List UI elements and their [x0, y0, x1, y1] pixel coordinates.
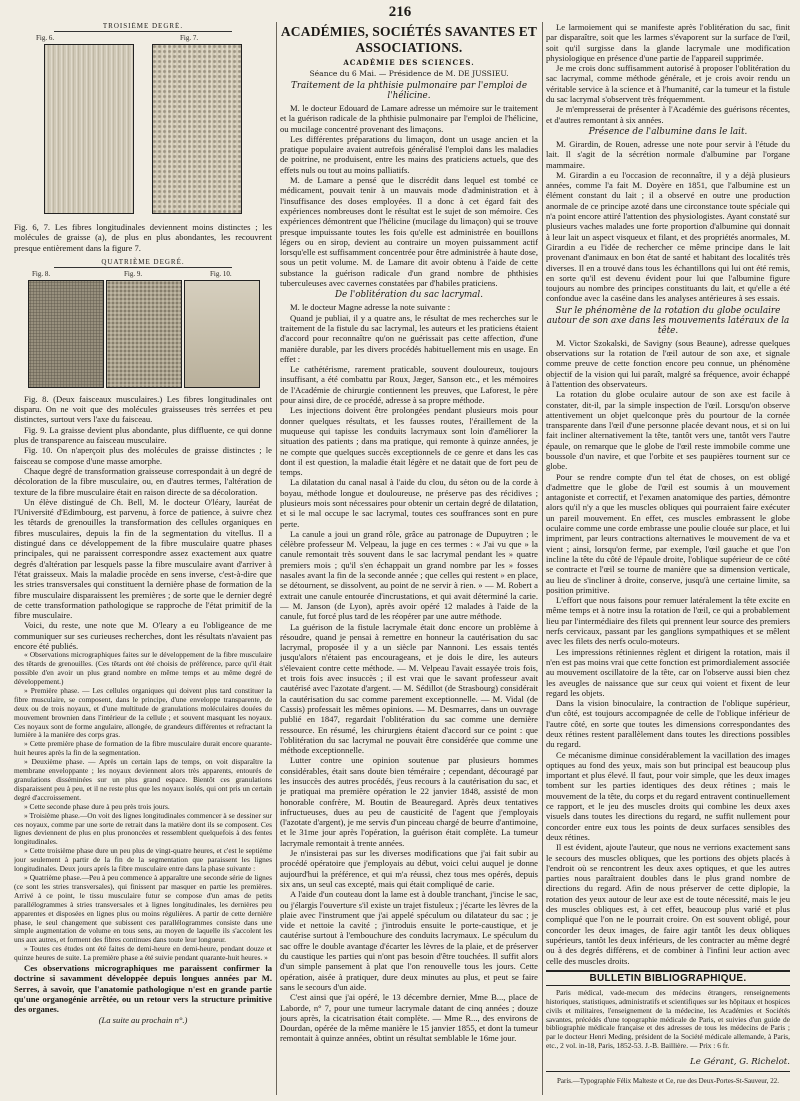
- caption-fig6-7: Fig. 6, 7. Les fibres longitudinales deviennent moins distinctes ; les molécules de graisse (a), de plus en plus abondantes, les recouvrent presque entièrement dans la figure 7.: [14, 222, 272, 253]
- paragraph: Les impressions rétiniennes règlent et dirigent la rotation, mais il n'en est pas moins vrai que cette fonction est primordialement associée au mouvement oscillatoire de la tête, car on l'observe aussi bien chez les aveugles de naissance que sur ceux qui voient et fixent de leur regard les objets.: [546, 646, 790, 698]
- divider: [546, 970, 790, 972]
- figure-block-degree3: [14, 22, 272, 218]
- session-line: Séance du 6 Mai. — Présidence de M. DE JUSSIEU.: [309, 69, 509, 78]
- printer-line: Paris.—Typographie Félix Malteste et Ce, rue des Deux-Portes-St-Sauveur, 22.: [556, 1077, 780, 1086]
- divider: [546, 1071, 790, 1072]
- paragraph: Les différentes préparations du limaçon, dont un usage ancien et la pratique populaire avaient autrefois généralisé l'emploi dans les maladies de poitrine, ne produisent, entre les mains des praticiens actuels, que des effets nuls ou tout au moins palliatifs.: [280, 133, 538, 175]
- micrograph-fig8: [28, 280, 104, 388]
- column-1: [14, 22, 272, 1095]
- paragraph: L'effort que nous faisons pour remuer latéralement la tête excite en même temps et à notre insu la rotation de l'œil, ce qui a probablement lieu par l'intermédiaire des filets qui prennent leur source des premiers nerfs cervicaux, passant par les ganglions sympathiques et se mêlent avec les filets des nerfs oculo-moteurs.: [546, 595, 790, 647]
- continued-note: (La suite au prochain n°.): [98, 1014, 188, 1025]
- quote-paragraph: » Cette troisième phase dure un peu plus de vingt-quatre heures, et c'est le septième jour seulement à partir de la fin de la segmentation que paraissent les lignes longitudinales. Deux jours après la fibre musculaire entre dans la phase suivante :: [14, 846, 272, 874]
- quote-paragraph: » Cette première phase de formation de la fibre musculaire durait encore quarante-huit heures après la fin de la segmentation.: [14, 739, 272, 758]
- article-title: Traitement de la phthisie pulmonaire par l'emploi de l'hélicine.: [290, 81, 528, 101]
- paragraph: C'est ainsi que j'ai opéré, le 13 décembre dernier, Mme B..., place de Laborde, n° 7, pour une tumeur lacrymale datant de cinq années ; douze jours après, la cicatrisation était complète. — Mme R..., des environs de Dourdan, opérée de la même manière le 15 janvier 1855, et dont la tumeur remontait à quinze années, obtint un résultat semblable le 16me jour.: [280, 992, 538, 1044]
- paragraph: Un élève distingué de Ch. Bell, M. le docteur O'léary, lauréat de l'Université d'Edimbourg, est parvenu, à force de patience, à suivre chez les têtards de grenouilles la transformation des cellules organiques en fibres musculaires, depuis la fin de la segmentation du vitellus. Il a distingué dans ce développement de la fibre musculaire quatre phases principales, qui ne paraissent correspondre assez exactement aux quatre degrés d'altération par lesquels passe la fibre musculaire avant d'arriver à l'état graisseux. Mais la maladie procède en sens inverse, c'est-à-dire que les stries transversales qui constituent la dernière phase de formation de la fibre musculaire disparaissent les premières ; de sorte que le dernier degré de cette transformation pathologique se rapproche de l'état primitif de la fibre musculaire.: [14, 496, 272, 621]
- quote-paragraph: » Cette seconde phase dure à peu près trois jours.: [24, 801, 170, 811]
- paragraph: Quand je publiai, il y a quatre ans, le résultat de mes recherches sur le traitement de la fistule du sac lacrymal, les auteurs et les praticiens étaient d'accord pour reconnaître qu'on ne guérissait pas cette affection, d'une manière durable, par les divers procédés habituellement mis en usage. En effet :: [280, 312, 538, 364]
- degree-title: TROISIÈME DEGRÉ.: [102, 22, 184, 30]
- figure-label: Fig. 9.: [124, 269, 143, 278]
- paragraph: M. Girardin a eu l'occasion de reconnaître, il y a déjà plusieurs années, comme l'a fait M. Doyère en 1851, que l'albumine est un élément constant du lait ; il a observé en outre une production anormale de ce principe azoté dans une circonstance toute spéciale qui n'a point encore attiré l'attention des physiologistes. Ayant constaté sur plusieurs vaches malades une forte proportion d'albumine qui donnait à leur lait un aspect visqueux et filant, et des propriétés anormales, M. Girardin a eu l'idée de rechercher ce même principe dans le lait provenant d'animaux en bon état de santé et habitant des localités très diverses. Il en a trouvé dans tous les échantillons qui lui ont été remis, en sorte qu'il est devenu évident pour lui que l'albumine figure toujours au nombre des principes constituants du lait, et qu'elle a été confondue avec la caséine dans les analyses antérieures à ses essais.: [546, 169, 790, 304]
- column-rule: [276, 22, 277, 1095]
- paragraph: La guérison de la fistule lacrymale était donc encore un problème à résoudre, quand je pensai à remettre en honneur la cautérisation du sac lacrymal, proposée il y a un siècle par Nannoni. Les essais tentés jusqu'alors n'étaient pas encourageans, et je dois le dire, les auteurs s'élevaient contre cette méthode. — M. Velpeau l'avait essayée trois fois, et trois fois avec insuccès ; il est vrai que le savant professeur avait cautérisé avec l'azotate d'argent. — M. Sédillot (de Strasbourg) considérait la cautérisation du sac comme parement exceptionnelle. — M. Vidal (de Cassis) professait les mêmes opinions. — M. Desmarres, dans un ouvrage publié en 1847, regardait l'oblitération du sac comme une dernière ressource. En résumé, les chirurgiens étaient d'accord sur ce point : que l'oblitération du sac lacrymal ne pouvait être considérée que comme une méthode exceptionnelle.: [280, 621, 538, 756]
- signature: Le Gérant, G. Richelot.: [690, 1057, 790, 1068]
- figure-label: Fig. 6.: [36, 34, 55, 42]
- quote-paragraph: » Deuxième phase. — Après un certain laps de temps, on voit disparaître la membrane enveloppante ; les noyaux deviennent alors très apparents, entourés de granulations disséminées sur un plus grand espace. Bientôt ces granulations disparaissent peu à peu, et il ne reste plus que les noyaux isolés, qui ont pris un certain degré d'accroissement.: [14, 757, 272, 802]
- paragraph: Les injections doivent être prolongées pendant plusieurs mois pour donner quelques résultats, et les fausses routes, l'éraillement de la muqueuse qui tapisse les conduits lacrymaux sont loin d'améliorer la situation des patients ; dans ma pratique, qui remonte à quinze années, je ne compte que quelques succès exceptionnels de ce genre et dans les cas dont il est question, la maladie était légère et ne datait que de fort peu de temps.: [280, 405, 538, 478]
- column-3: [546, 22, 790, 1095]
- paragraph: Ce mécanisme diminue considérablement la vacillation des images optiques au fond des yeux, mais son but principal est beaucoup plus important et plus élevé. Il faut, pour voir simple, que les deux images tombent sur les parties identiques des deux rétines ; mais le mouvement de la tête, du corps et du regard entravent continuellement ce rapport, et le jeu des muscles droits qui combine les deux axes visuels dans toutes les directions du regard, ne suffit nullement pour concorder entre eux tous les points de deux surfaces sensibles des deux rétines.: [546, 749, 790, 842]
- paragraph: Ces observations micrographiques me paraissent confirmer la doctrine si savamment développée depuis longues années par M. Serres, à savoir, que l'anatomie pathologique n'est en grande partie qu'une organogénie arrêtée, ou un retour vers la structure primitive des organes.: [14, 963, 272, 1015]
- figure-label: Fig. 8.: [32, 269, 51, 278]
- micrograph-fig7: [152, 44, 242, 214]
- bulletin-title: BULLETIN BIBLIOGRAPHIQUE.: [589, 972, 747, 984]
- academy-title: ACADÉMIE DES SCIENCES.: [343, 58, 475, 67]
- micrograph-fig10: [184, 280, 260, 388]
- quote-paragraph: » Troisième phase.—On voit des lignes longitudinales commencer à se dessiner sur ces noyaux, comme par une sorte de retrait dans la matière dont ils se composent. Ces lignes deviennent de plus en plus prononcées et ressemblent quelquefois à des fentes longitudinales.: [14, 810, 272, 847]
- paragraph: Chaque degré de transformation graisseuse correspondait à un degré de décoloration de la fibre musculaire, ou, en d'autres termes, l'altération de texture de la fibre musculaire était en raison directe de sa décoloration.: [14, 465, 272, 497]
- degree-title: QUATRIÈME DEGRÉ.: [101, 257, 185, 266]
- paragraph: Je n'insisterai pas sur les diverses modifications que j'ai fait subir au procédé opératoire que j'employais au début, voici celui auquel je donne aujourd'hui la préférence, et qui m'a réussi, chez tous mes opérés, depuis six ans, un seul cas excepté, mais qui était compliqué de carie.: [280, 848, 538, 889]
- divider: [546, 985, 790, 986]
- figure-block-degree4: [14, 258, 272, 390]
- column-2: [280, 22, 538, 1095]
- article-title: Sur le phénomène de la rotation du globe oculaire autour de son axe dans les mouvements latéraux de la tête.: [546, 305, 790, 336]
- quote-paragraph: » Première phase. — Les cellules organiques qui doivent plus tard constituer la fibre musculaire, se composent, dans le principe, d'une enveloppe transparente, de deux ou de trois noyaux, et d'une multitude de granulations moléculaires douées du mouvement brownien dans l'intérieur de la cellule ; et souvent masquant les noyaux. Ces noyaux sont de forme angulaire, allongée, de grandeurs différentes et refractant la lumière à la manière des corps gras.: [14, 685, 272, 740]
- paragraph: M. Victor Szokalski, de Savigny (sous Beaune), adresse quelques observations sur la rotation de l'œil autour de son axe, et signale comme preuve de cette fonction encore peu connue, un phénomène objectif de la vision qui lui paraît, malgré sa fréquence, avoir échappé à l'attention des observateurs.: [546, 337, 790, 389]
- paragraph: La dilatation du canal nasal à l'aide du clou, du séton ou de la corde à boyau, méthode longue et douloureuse, ne préserve pas des récidives ; plusieurs mois sont nécessaires pour obtenir un certain degré de dilatation, et si le mal occupe le sac lacrymal, toutes ces souffrances sont en pure perte.: [280, 477, 538, 529]
- micrograph-fig9: [106, 280, 182, 388]
- paragraph: La canule a joui un grand rôle, grâce au patronage de Dupuytren ; le célèbre professeur M. Velpeau, la juge en ces termes : « J'ai vu que » la canule remontait très souvent dans le sac lacrymal pendant les » quatre premiers mois ; qu'il s'en échappait un grand nombre par les » fosses nasales avant la fin de la seconde année ; que celles qui restent » en place, se détournent, se dissolvent, au point de ne servir à rien. » — M. Robert a extrait une canule entourée d'incrustations, et qui avait déterminé la carie. — M. Janson (de Lyon), après avoir opéré 12 malades à l'aide de la canule, fut forcé plus tard de les réopérer par une autre méthode.: [280, 528, 538, 622]
- paragraph: Le larmoiement qui se manifeste après l'oblitération du sac, finit par disparaître, soit que les larmes s'évaporent sur la surface de l'œil, soit qu'il surgisse dans la glande lacrymale une modification physiologique en présence d'une partie de l'appareil supprimée.: [546, 22, 790, 63]
- paragraph: Voici, du reste, une note que M. O'leary a eu l'obligeance de me communiquer sur ses curieuses recherches, dont les résultats n'avaient pas encore été publiés.: [14, 620, 272, 652]
- paragraph: M. le docteur Magne adresse la note suivante :: [290, 302, 451, 313]
- paragraph: Je m'empresserai de présenter à l'Académie des guérisons récentes, et d'autres remontant à six années.: [546, 104, 790, 125]
- paragraph: Je me crois donc suffisamment autorisé à proposer l'oblitération du sac lacrymal, comme méthode générale, et je crois avoir rendu un véritable service à la science et à l'humanité, car la tumeur et la fistule du sac lacrymal s'observent très fréquemment.: [546, 63, 790, 105]
- paragraph: M. le docteur Edouard de Lamare adresse un mémoire sur le traitement et la guérison radicale de la phthisie pulmonaire par l'emploi de l'hélicine, ou mucilage concentré provenant des limaçons.: [280, 103, 538, 134]
- figure-label: Fig. 7.: [180, 34, 199, 42]
- quote-paragraph: » Toutes ces études ont été faites de demi-heure en demi-heure, pendant douze et quinze heures de suite. La première phase a été suivie pendant quarante-huit heures. »: [14, 944, 272, 963]
- quote-paragraph: « Observations micrographiques faites sur le développement de la fibre musculaire des têtards de grenouilles. (Ces têtards ont été choisis de préférence, parce qu'il était possible d'en avoir un plus grand nombre en même temps et au même degré de développement.): [14, 650, 272, 687]
- paragraph: La rotation du globe oculaire autour de son axe est facile à constater, dit-il, par la simple inspection de l'œil. Lorsqu'on observe attentivement un objet quelconque près du pourtour de la cornée transparente dans l'œil d'une personne placée devant nous, et si on lui fait incliner alternativement la tête, tantôt vers une, tantôt vers l'autre épaule, on remarque que le globe de l'œil reste immobile comme une boussole d'un navire, et que l'orbite et ses paupières tournent sur ce globe.: [546, 389, 790, 472]
- bulletin-entry: Paris médical, vade-mecum des médecins étrangers, renseignements historiques, statistiques, administratifs et scientifiques sur les hôpitaux et hospices civils et militaires, l'enseignement de la médecine, les Académies et Sociétés savantes, précédés d'une topographie médicale de Paris, et suivies d'un guide de bibliographie médicale française et des adresses de tous les médecins de Paris ; par le docteur Henri Meding, président de la Société médicale allemande, à Paris, etc., 2 vol. in-18, Paris, 1852-53. J.-B. Baillière. — Prix : 6 fr.: [546, 987, 790, 1051]
- paragraph: Le cathétérisme, rarement praticable, souvent douloureux, toujours insuffisant, a été combattu par Roux, Jæger, Sanson etc., et les mémoires de l'Académie de chirurgie contiennent les preuves, que Laforest, le père pour ainsi dire, de ce procédé, adresse à sa propre méthode.: [280, 364, 538, 406]
- paragraph: M. de Lamare a pensé que le discrédit dans lequel est tombé ce médicament, pouvait tenir à un mauvais mode d'administration et à l'insuffisance des doses employées. Il a donc à cet égard fait des expériences nombreuses dont le résultat est le sujet de son mémoire. Ces expériences démontrent que l'hélicine (mucilage du limaçon) qui se trouve presque impuissante toutes les fois qu'elle est administrée en bouillons légers ou en sirop, devient au contraire un moyen puissamment actif lorsqu'elle est suffisamment concentrée pour être administrée à haute dose, sous un petit volume. M. de Lamare dit avoir obtenu à l'aide de cette substance la guérison radicale d'un grand nombre de phthisies tuberculeuses avec cavernes constatées par d'habiles praticiens.: [280, 175, 538, 289]
- paragraph: M. Girardin, de Rouen, adresse une note pour servir à l'étude du lait. Il s'agit de la sécrétion normale d'albumine par l'organe mammaire.: [546, 138, 790, 170]
- article-title: Présence de l'albumine dans le lait.: [588, 126, 748, 137]
- column-rule: [542, 22, 543, 1095]
- paragraph: Lutter contre une opinion soutenue par plusieurs hommes considérables, était sans doute bien téméraire ; cependant, découragé par les insuccès des autres procédés, j'eus recours à la cautérisation du sac, et je pratiquai ma première opération le 22 janvier 1848, assisté de mon honorable confrère, M. Boutin de Beauregard. Après deux tentatives infructueuses, dues au peu de causticité de l'agent que j'employais (l'azotate d'argent), je me servis d'un pinceau chargé de beurre d'antimoine, et le 31me jour après l'opération, la guérison était complète. La tumeur lacrymale remontait à trente années.: [280, 755, 538, 848]
- paragraph: Pour se rendre compte d'un tel état de choses, on est obligé d'admettre que le globe de l'œil est soumis à un mouvement antagoniste et correctif, et l'examen anatomique des parties, démontre alors qu'il n'y a que les muscles obliques qui pourraient faire exécuter un pareil mouvement. En effet, ces muscles embrassent le globe oculaire comme une corde embrasse une poulie clouée sur place, et lui impriment, par leurs contractions alternatives le mouvement de va et vient ; ainsi, lorsqu'on ferme, par exemple, l'œil gauche et que l'on incline la tête du côté de l'épaule droite, l'oblique supérieur de ce côté se contracte et l'œil se tourne de manière que sa dimension verticale, au lieu de s'incliner à droite, conserve, jusqu'à une certaine limite, sa position primitive.: [546, 471, 790, 595]
- paragraph: Dans la vision binoculaire, la contraction de l'oblique supérieur, d'un côté, est toujours accompagnée de celle de l'oblique inférieur de l'autre côté, en sorte que toutes les dimensions correspondantes des deux rétines restent parallèlement dans toutes les directions possibles du regard.: [546, 698, 790, 750]
- paragraph: Fig. 8. (Deux faisceaux musculaires.) Les fibres longitudinales ont disparu. On ne voit que des molécules graisseuses très serrées et peu distinctes, surtout vers l'axe du faisceau.: [14, 393, 272, 425]
- divider: [54, 31, 232, 32]
- figure-label: Fig. 10.: [210, 269, 232, 278]
- divider: [54, 267, 232, 268]
- paragraph: Fig. 10. On n'aperçoit plus des molécules de graisse distinctes ; le faisceau se compose d'une masse amorphe.: [14, 445, 272, 466]
- paragraph: Fig. 9. La graisse devient plus abondante, plus diffluente, ce qui donne plus de transparence au faisceau musculaire.: [14, 424, 272, 446]
- micrograph-fig6: [44, 44, 134, 214]
- quote-paragraph: » Quatrième phase.—Peu à peu commence à apparaître une seconde série de lignes (ce sont les stries transversales), qui finissent par masquer en partie les premières. Arrivé à ce point, le tissu musculaire futur se compose d'un amas de petits parallélogrammes à stries transversales et à lignes longitudinales, les dernières peu apparentes et disposées en lignes plus ou moins régulières. A partir de cette dernière phase, le seul changement que subissent ces parallélogrammes consiste dans une simple augmentation de volume en tous sens, au moyen de laquelle ils s'accolent les uns aux autres, et forment des fibres continues dans toute leur longueur.: [14, 872, 272, 945]
- article-title: De l'oblitération du sac lacrymal.: [334, 290, 484, 301]
- paragraph: Il est évident, ajoute l'auteur, que nous ne verrions exactement sans le secours des muscles obliques, que les portions des objets placés à l'endroit où se rencontrent les deux axes optiques, et que les autres parties nous paraîtraient doubles dans le plus grand nombre de directions du regard. Afin de nous préserver de cette diplopie, la rotation des yeux autour de leur axe est de toute nécessité, mais le jeu des muscles obliques est, à cet effet, beaucoup plus varié et plus compliqué que l'on ne le pourrait croire. On est souvent obligé, pour concorder les deux images, de faire agir tantôt les deux obliques supérieurs, tantôt les deux inférieurs, de les contracter au même degré ou à des degrés différens, et de combiner à l'infini leur action avec celle des muscles droits.: [546, 842, 790, 966]
- page-number: 216: [388, 4, 412, 20]
- section-title: ACADÉMIES, SOCIÉTÉS SAVANTES ET ASSOCIATIONS.: [280, 24, 538, 55]
- paragraph: A l'aide d'un couteau dont la lame est à double tranchant, j'incise le sac, ou j'élargis l'ouverture s'il existe un trajet fistuleux ; j'écarte les lèvres de la plaie avec l'instrument que j'ai appelé spéculum ou dilatateur du sac ; je vide et nettoie la cavité ; j'introduis ensuite le porte-caustique, et je cautérise surtout à l'embouchure des conduits lacrymaux. Le spéculum du sac offre le double avantage d'écarter les lèvres de la plaie, et de préserver du caustique les parties qui n'ont pas besoin d'être touchées. Il suffit alors d'un simple pansement à plat que l'on renouvelle tous les jours. Cette opération, aisée à pratiquer, dure deux minutes au plus, et peut se faire sans le secours d'un aide.: [280, 889, 538, 992]
